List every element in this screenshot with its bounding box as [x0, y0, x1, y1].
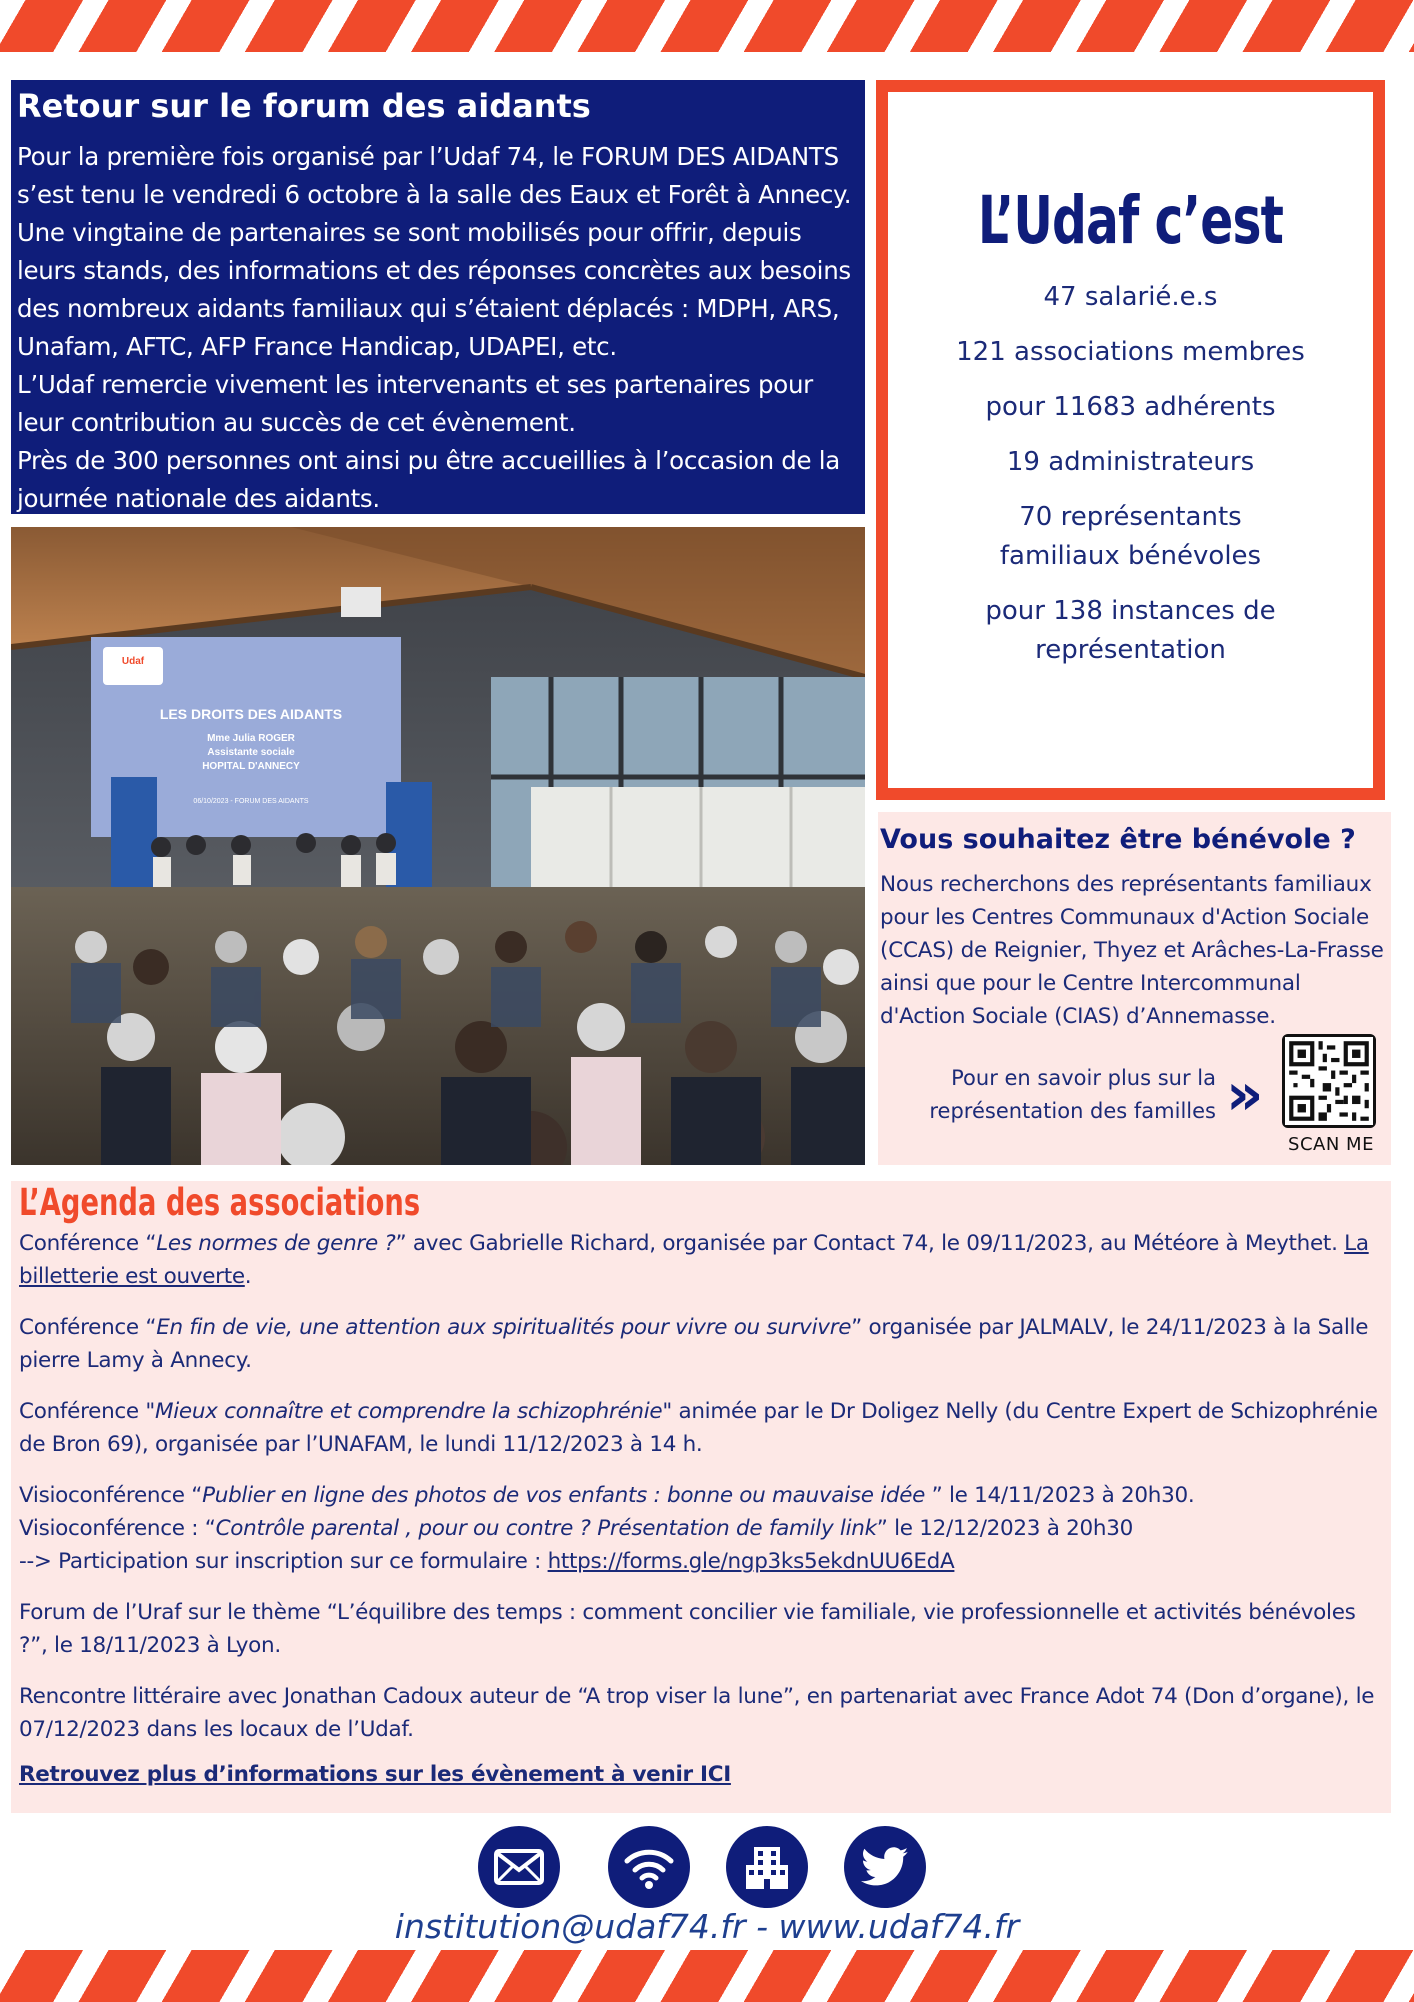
screen-footer: 06/10/2023 - FORUM DES AIDANTS — [193, 798, 309, 805]
ticketing-link[interactable]: La billetterie est ouverte — [19, 1231, 1369, 1289]
udaf-stat: 70 représentants familiaux bénévoles — [999, 502, 1262, 571]
screen-line: HOPITAL D'ANNECY — [202, 761, 300, 772]
mail-icon[interactable] — [478, 1826, 560, 1908]
agenda-item — [19, 1227, 1383, 1293]
agenda-title: L’Agenda des associations — [19, 1181, 421, 1224]
forum-section — [11, 80, 865, 514]
udaf-stat: 47 salarié.e.s — [1043, 282, 1218, 312]
qr-code-icon — [1285, 1037, 1373, 1125]
building-icon[interactable] — [726, 1826, 808, 1908]
screen-title: LES DROITS DES AIDANTS — [159, 706, 343, 722]
agenda-event-title: Les normes de genre ? — [156, 1231, 396, 1256]
agenda-event-title: Contrôle parental , pour ou contre ? Présentation de family link — [215, 1516, 877, 1541]
agenda-text: Conférence “ — [19, 1231, 157, 1256]
udaf-stat: 19 administrateurs — [1006, 447, 1255, 477]
screen-logo: Udaf — [121, 656, 145, 667]
udaf-stat: pour 11683 adhérents — [985, 392, 1276, 422]
footer-icons — [0, 1826, 1414, 1908]
forum-title: Retour sur le forum des aidants — [17, 87, 591, 125]
forum-photo-illustration — [11, 527, 865, 1165]
screen-line: Mme Julia ROGER — [207, 733, 295, 744]
agenda-item — [19, 1395, 1383, 1461]
screen-line: Assistante sociale — [207, 747, 295, 758]
volunteer-more-link[interactable] — [898, 1062, 1216, 1128]
agenda-text: Visioconférence “ — [19, 1483, 203, 1508]
more-events-link[interactable]: Retrouvez plus d’informations sur les évènement à venir ICI — [19, 1762, 731, 1787]
agenda-event-title: Mieux connaître et comprendre la schizophrénie — [154, 1399, 663, 1424]
agenda-section — [11, 1181, 1391, 1813]
udaf-stat: 121 associations membres — [956, 337, 1305, 367]
twitter-icon[interactable] — [844, 1826, 926, 1908]
volunteer-title: Vous souhaitez être bénévole ? — [880, 824, 1356, 855]
qr-code[interactable] — [1282, 1034, 1376, 1128]
agenda-text: " animée par le Dr Doligez Nelly (du Centre Expert de Schizophrénie de Bron 69), organisée par l’UNAFAM, le lundi 11/12/2023 à 14 h. — [19, 1399, 1378, 1457]
forum-paragraph: Près de 300 personnes ont ainsi pu être accueillies à l’occasion de la journée nationale des aidants. — [17, 446, 841, 513]
agenda-item — [19, 1311, 1383, 1377]
volunteer-more-line: Pour en savoir plus sur la — [951, 1066, 1216, 1090]
udaf-facts-title: L’Udaf c’est — [977, 182, 1284, 259]
bottom-stripe-band — [0, 1950, 1414, 2002]
agenda-item — [19, 1479, 1383, 1578]
agenda-text: Conférence " — [19, 1399, 155, 1424]
agenda-event-title: Publier en ligne des photos de vos enfants : bonne ou mauvaise idée — [202, 1483, 932, 1508]
agenda-text: ” avec Gabrielle Richard, organisée par Contact 74, le 09/11/2023, au Météore à Meythet. — [395, 1231, 1345, 1256]
footer-contact[interactable]: institution@udaf74.fr - www.udaf74.fr — [394, 1907, 1020, 1946]
agenda-event-title: En fin de vie, une attention aux spiritualités pour vivre ou survivre — [156, 1315, 852, 1340]
agenda-text: ” le 12/12/2023 à 20h30 — [876, 1516, 1133, 1541]
scan-me-label: SCAN ME — [1288, 1134, 1374, 1155]
forum-photo — [11, 527, 865, 1165]
agenda-text: ” le 14/11/2023 à 20h30. — [931, 1483, 1195, 1508]
registration-form-link[interactable]: https://forms.gle/ngp3ks5ekdnUU6EdA — [547, 1549, 955, 1574]
agenda-text: . — [244, 1264, 252, 1289]
volunteer-text: Nous recherchons des représentants familiaux pour les Centres Communaux d'Action Sociale (CCAS) de Reignier, Thyez et Arâches-La-Frasse ainsi que pour le Centre Intercommunal d'Action Sociale (CIAS) d’Annemasse. — [880, 872, 1384, 1029]
double-chevron-icon: » — [1226, 1060, 1264, 1128]
volunteer-section — [878, 812, 1391, 1165]
agenda-text: Conférence “ — [19, 1315, 157, 1340]
volunteer-more-line: représentation des familles — [929, 1099, 1216, 1123]
udaf-stat: pour 138 instances de représentation — [985, 596, 1276, 665]
udaf-facts-box — [876, 80, 1385, 800]
top-stripe-band — [0, 0, 1414, 52]
agenda-text: Visioconférence : “ — [19, 1516, 216, 1541]
forum-paragraph: L’Udaf remercie vivement les intervenants et ses partenaires pour leur contribution au succès de cet évènement. — [17, 370, 813, 437]
agenda-item: Rencontre littéraire avec Jonathan Cadoux auteur de “A trop viser la lune”, en partenariat avec France Adot 74 (Don d’organe), le 07/12/2023 dans les locaux de l’Udaf. — [19, 1684, 1375, 1742]
agenda-text: ” organisée par JALMALV, le 24/11/2023 à la Salle pierre Lamy à Annecy. — [19, 1315, 1369, 1373]
forum-paragraph: Pour la première fois organisé par l’Udaf 74, le FORUM DES AIDANTS s’est tenu le vendredi 6 octobre à la salle des Eaux et Forêt à Annecy. Une vingtaine de partenaires se sont mobilisés pour offrir, depuis leurs stands, des informations et des réponses concrètes aux besoins des nombreux aidants familiaux qui s’étaient déplacés : MDPH, ARS, Unafam, AFTC, AFP France Handicap, UDAPEI, etc. — [17, 142, 852, 361]
wifi-icon[interactable] — [608, 1826, 690, 1908]
agenda-text: --> Participation sur inscription sur ce formulaire : — [19, 1549, 548, 1574]
agenda-item: Forum de l’Uraf sur le thème “L’équilibre des temps : comment concilier vie familiale, vie professionnelle et activités bénévoles ?”, le 18/11/2023 à Lyon. — [19, 1600, 1356, 1658]
